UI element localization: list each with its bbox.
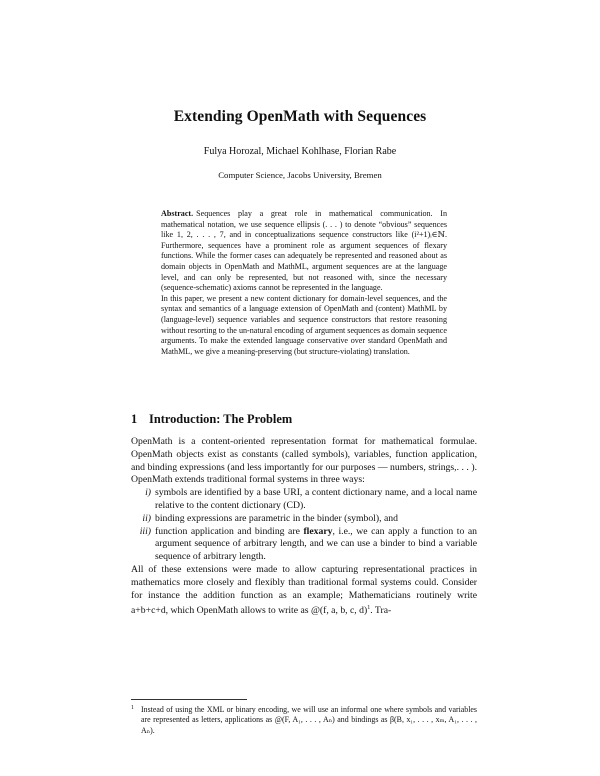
list-marker: ii) bbox=[142, 512, 151, 524]
extensions-list bbox=[131, 487, 477, 564]
footnote bbox=[131, 705, 477, 736]
paper-authors: Fulya Horozal, Michael Kohlhase, Florian Rabe bbox=[203, 146, 397, 157]
section-heading bbox=[131, 412, 292, 427]
closing-tail: . Tra- bbox=[370, 605, 392, 617]
abstract-label: Abstract. bbox=[161, 209, 194, 218]
list-item bbox=[131, 513, 477, 526]
section-title: Introduction: The Problem bbox=[149, 412, 293, 426]
intro-paragraph: OpenMath is a content-oriented representation format for mathematical formulae. OpenMath objects exist as constants (called symbols), variables, function application, and binding expressions (and less importantly for our purposes — numbers, strings,. . . ). OpenMath extends traditional formal systems in three ways: bbox=[131, 436, 477, 486]
abstract-paragraph-1 bbox=[161, 209, 447, 294]
section-body bbox=[131, 436, 477, 618]
abstract-text-1: Sequences play a great role in mathematical communication. In mathematical notation, we use sequence ellipsis (. . . ) to denote “obvious” sequences like 1, 2, . . . , 7, and in conceptualizations sequence constructors like (i²+1)ᵢ∈ℕ. Furthermore, sequences have a prominent role as argument sequences of flexary functions. While the former cases can adequately be represented and reasoned about as domain objects in OpenMath and MathML, argument sequences are at the language level, and can only be represented, but not reasoned with, since the necessary (sequence-schematic) axioms cannot be represented in the language. bbox=[161, 209, 447, 293]
footnote-ref: 1 bbox=[367, 605, 371, 612]
list-marker: i) bbox=[145, 487, 151, 499]
abstract-paragraph-2: In this paper, we present a new content dictionary for domain-level sequences, and the syntax and semantics of a language extension of OpenMath and (content) MathML by (language-level) sequence variables and sequence constructors that restore reasoning without resorting to the un-natural encoding of argument sequences as domain sequence arguments. To make the extended language conservative over standard OpenMath and MathML, we give a meaning-preserving (but structure-violating) translation. bbox=[161, 293, 447, 356]
list-item-text: symbols are identified by a base URI, a content dictionary name, and a local name relative to the content dictionary (CD). bbox=[155, 487, 477, 511]
list-item-text-cont: , i.e., we can apply a function to an argument sequence of arbitrary length, and we can use a binder to bind a variable sequence of arbitrary length. bbox=[155, 525, 478, 563]
paper-title: Extending OpenMath with Sequences bbox=[173, 108, 427, 125]
abstract bbox=[161, 209, 447, 357]
closing-paragraph bbox=[131, 564, 477, 618]
footnote-mark: 1 bbox=[131, 705, 134, 711]
section-number: 1 bbox=[131, 412, 138, 426]
list-item bbox=[131, 487, 477, 513]
footnote-text: Instead of using the XML or binary encoding, we will use an informal one where symbols and variables are represented as letters, applications as @(F, A₁, . . . , Aₙ) and bindings as β(B, x₁, . . . , xₘ, A₁, . . . , Aₙ). bbox=[141, 705, 477, 735]
list-item bbox=[131, 526, 477, 564]
list-item-text: binding expressions are parametric in the binder (symbol), and bbox=[155, 512, 398, 524]
paper-affiliation: Computer Science, Jacobs University, Bremen bbox=[218, 170, 382, 180]
list-marker: iii) bbox=[139, 525, 151, 537]
list-item-text: function application and binding are bbox=[155, 525, 304, 537]
closing-text: All of these extensions were made to allow capturing representational practices in mathematics more closely and flexibly than traditional formal systems could. Consider for instance the addition function as an example; Mathematicians routinely write a+b+c+d, which OpenMath allows to write as @(f, a, b, c, d) bbox=[131, 563, 477, 617]
footnote-rule bbox=[131, 699, 247, 700]
flexary-term: flexary bbox=[303, 525, 333, 537]
